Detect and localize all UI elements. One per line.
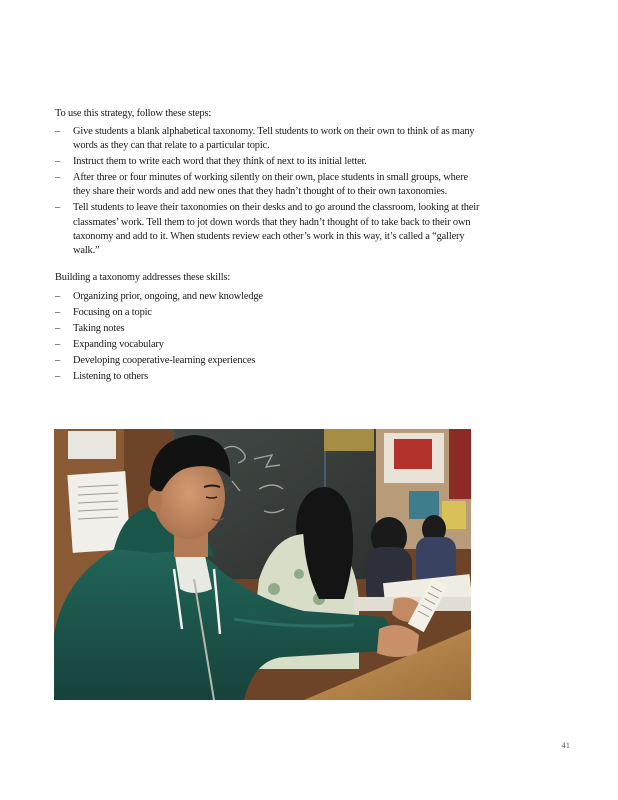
dash-bullet: –	[55, 126, 61, 137]
step-text: Give students a blank alphabetical taxonomy. Tell students to work on their own to think of as many words as they can that relate to a particular topic.	[73, 126, 475, 152]
dash-bullet: –	[55, 339, 61, 350]
list-item	[55, 171, 485, 199]
list-item	[55, 125, 485, 153]
list-item	[55, 201, 485, 258]
dash-bullet: –	[55, 355, 61, 366]
skill-text: Focusing on a topic	[73, 307, 152, 318]
dash-bullet: –	[55, 307, 61, 318]
dash-bullet: –	[55, 202, 61, 214]
dash-bullet: –	[55, 371, 61, 382]
skill-text: Developing cooperative-learning experiences	[73, 355, 256, 366]
intro-text: To use this strategy, follow these steps:	[55, 108, 212, 119]
step-text: Tell students to leave their taxonomies on their desks and to go around the classroom, looking at their classmates’ work. Tell them to jot down words that they hadn’t thought of to take back to their own taxonomy and add to it. When students review each other’s work in this way, it’s called a “gallery walk.”	[73, 202, 480, 257]
dash-bullet: –	[55, 156, 61, 168]
list-item	[55, 306, 485, 320]
list-item	[55, 155, 485, 169]
list-item	[55, 290, 485, 304]
skill-text: Expanding vocabulary	[73, 339, 164, 350]
list-item	[55, 370, 485, 384]
dash-bullet: –	[55, 172, 61, 184]
step-text: Instruct them to write each word that they think of next to its initial letter.	[73, 156, 367, 168]
list-item	[55, 338, 485, 352]
skills-list	[55, 290, 485, 386]
dash-bullet: –	[55, 291, 61, 302]
list-item	[55, 354, 485, 368]
skill-text: Taking notes	[73, 323, 125, 334]
classroom-photo-illustration	[54, 429, 471, 700]
classroom-photo	[54, 429, 471, 700]
skill-text: Organizing prior, ongoing, and new knowledge	[73, 291, 263, 302]
dash-bullet: –	[55, 323, 61, 334]
skill-text: Listening to others	[73, 371, 149, 382]
steps-list	[55, 125, 485, 260]
list-item	[55, 322, 485, 336]
page-number: 41	[561, 740, 570, 750]
skills-heading: Building a taxonomy addresses these skills:	[55, 272, 231, 283]
step-text: After three or four minutes of working silently on their own, place students in small groups, where they share their words and add new ones that they hadn’t thought of to their own taxonomies.	[73, 172, 468, 198]
